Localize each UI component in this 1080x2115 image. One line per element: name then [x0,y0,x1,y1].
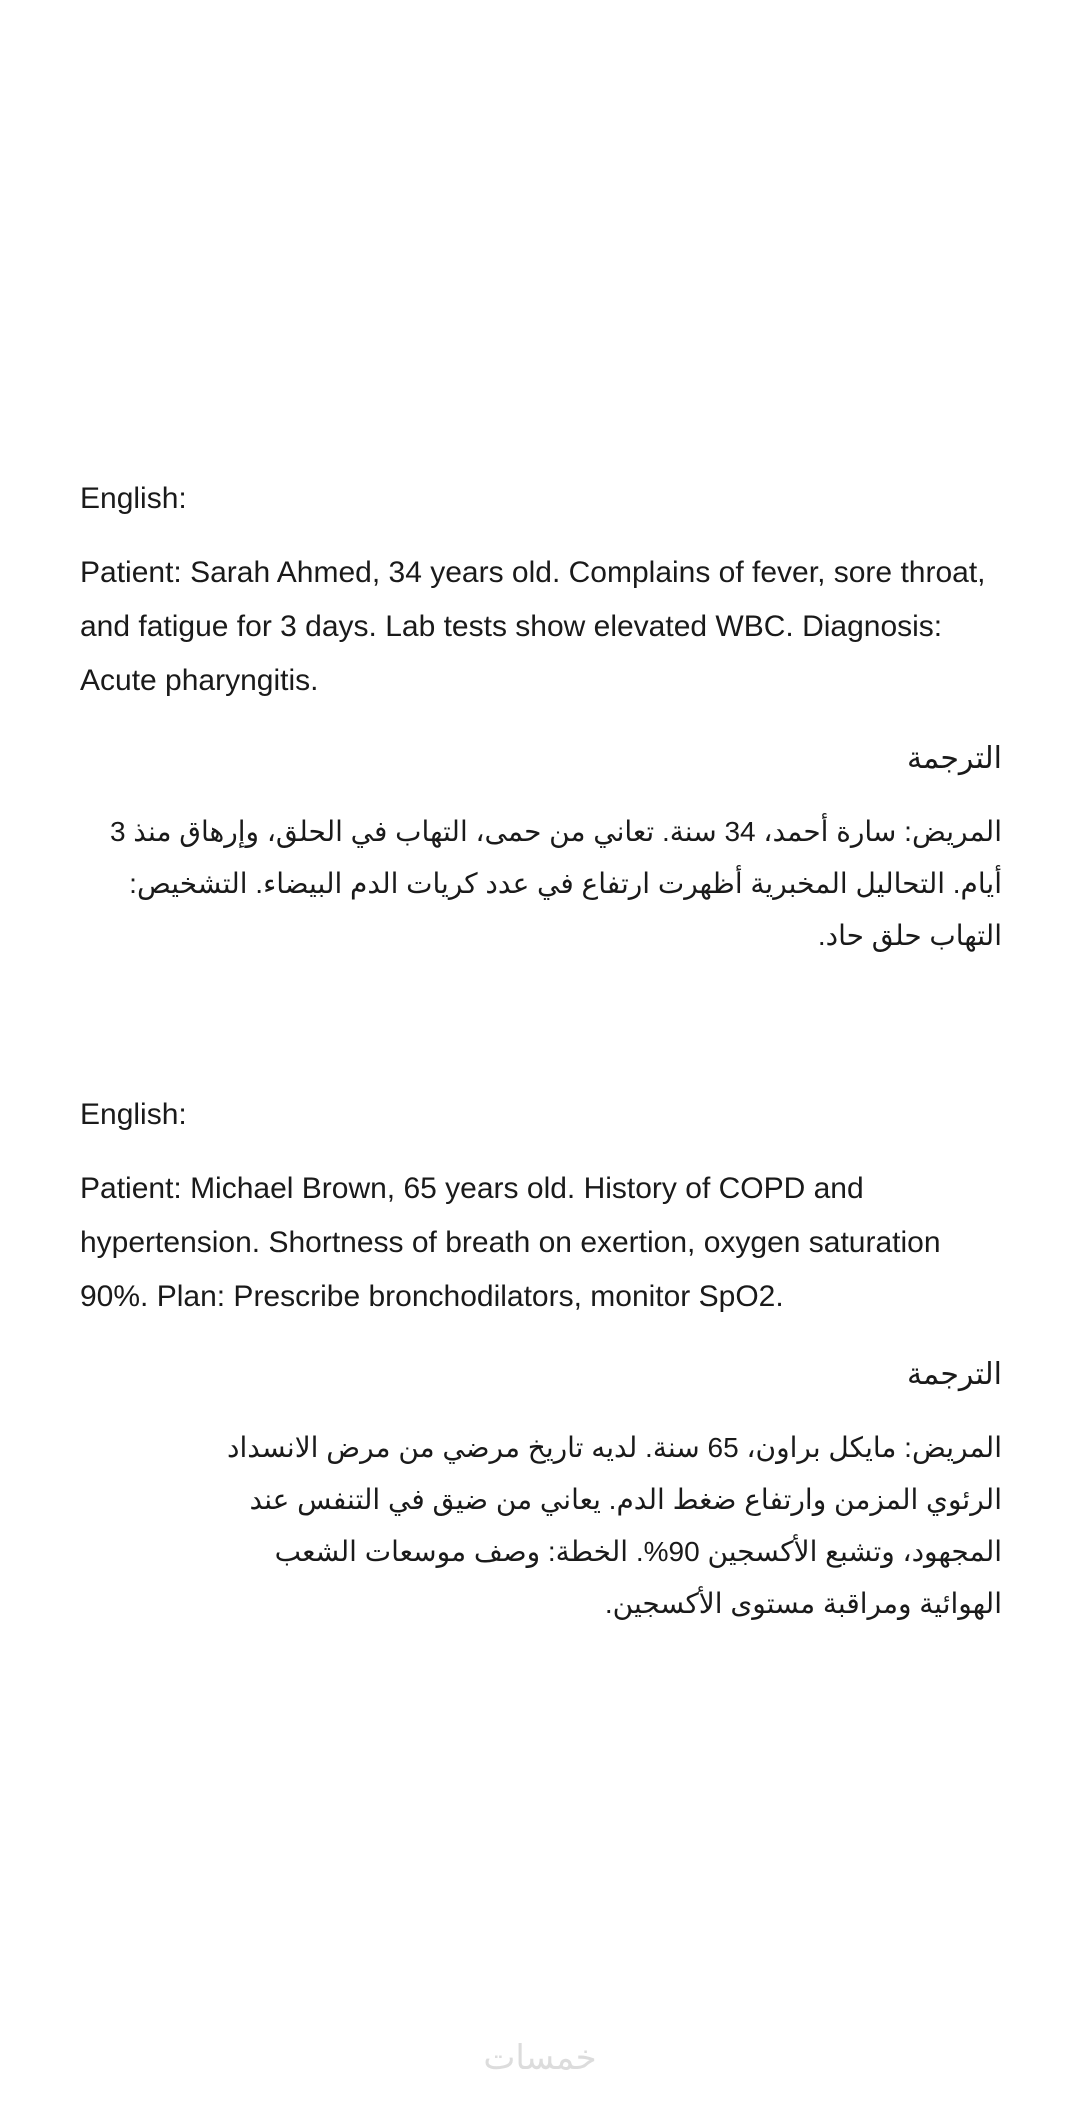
translation-text: المريض: مايكل براون، 65 سنة. لديه تاريخ مرضي من مرض الانسداد الرئوي المزمن وارتفاع ضغط الدم. يعاني من ضيق في التنفس عند المجهود، وتشبع الأكسجين 90%. الخطة: وصف موسعات الشعب الهوائية ومراقبة مستوى الأكسجين. [227,1432,1002,1619]
watermark-logo: خمسات [483,2039,597,2077]
translation-label: الترجمة [906,742,1002,775]
english-text: Patient: Michael Brown, 65 years old. History of COPD and hypertension. Shortness of breath on exertion, oxygen saturation 90%. Plan: Prescribe bronchodilators, monitor SpO2. [80,1172,941,1313]
english-label: English: [80,1098,187,1131]
record-section-1 [80,472,1002,962]
english-text: Patient: Sarah Ahmed, 34 years old. Complains of fever, sore throat, and fatigue for 3 days. Lab tests show elevated WBC. Diagnosis: Acute pharyngitis. [80,556,986,697]
translation-label: الترجمة [906,1358,1002,1391]
document-body [80,472,1002,1630]
english-label: English: [80,482,187,515]
record-section-2 [80,1088,1002,1630]
translation-text: المريض: سارة أحمد، 34 سنة. تعاني من حمى، التهاب في الحلق، وإرهاق منذ 3 أيام. التحاليل المخبرية أظهرت ارتفاع في عدد كريات الدم البيضاء. التشخيص: التهاب حلق حاد. [109,816,1002,951]
